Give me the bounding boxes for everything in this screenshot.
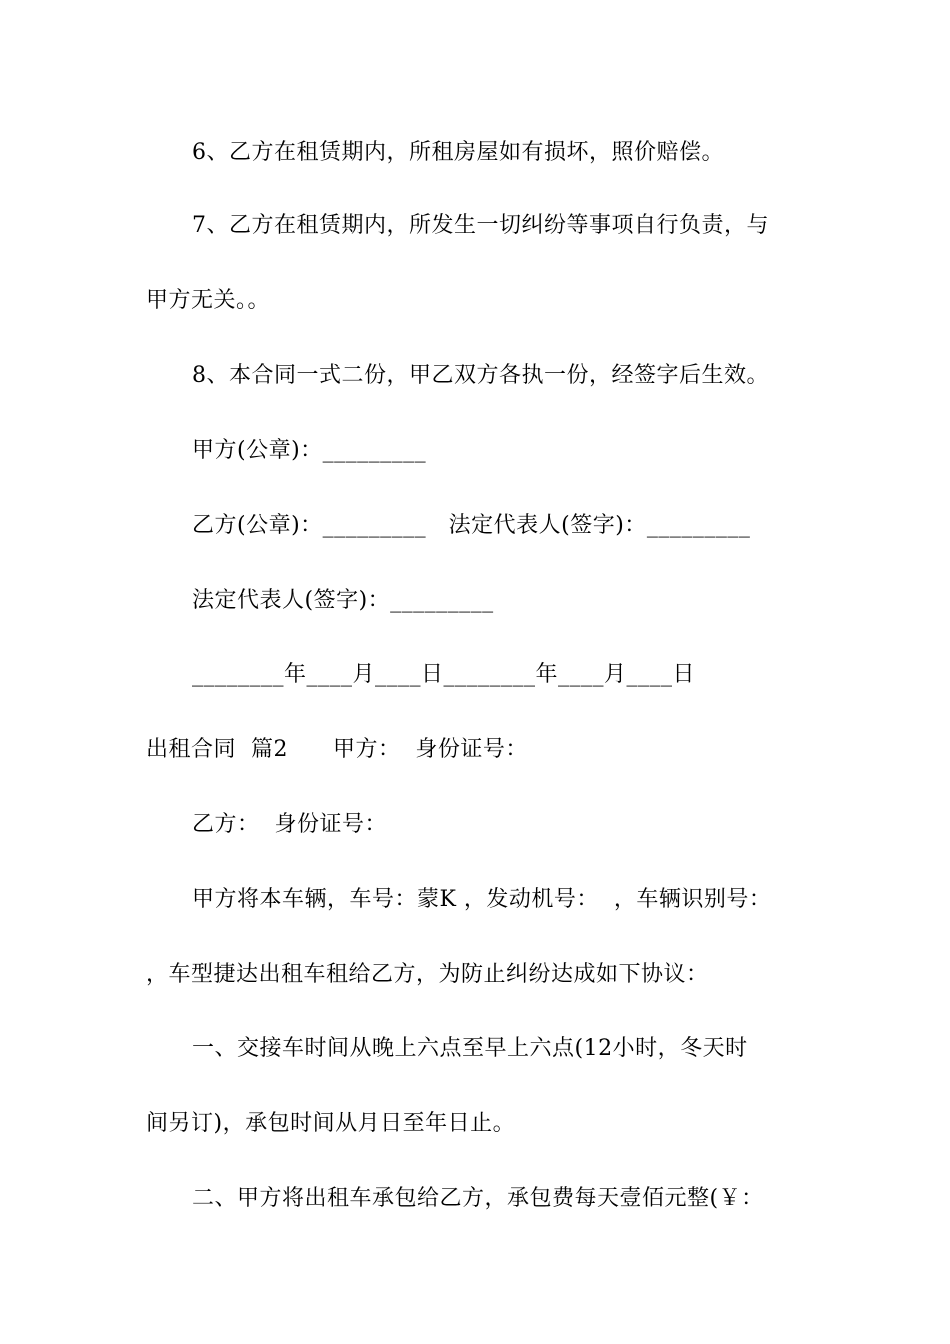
vehicle-info-line-2: ，车型捷达出租车租给乙方，为防止纠纷达成如下协议：: [146, 962, 709, 987]
clause-7-line-1: 7、乙方在租赁期内，所发生一切纠纷等事项自行负责，与: [192, 213, 769, 238]
clause-7-line-2: 甲方无关。。: [146, 288, 271, 313]
party-b-seal-and-representative-line: 乙方(公章)：_________ 法定代表人(签字)：_________: [192, 513, 751, 538]
clause-8: 8、本合同一式二份，甲乙双方各执一份，经签字后生效。: [192, 363, 769, 388]
date-line: ________年____月____日________年____月____日: [192, 662, 696, 687]
contract-2-heading: 出租合同 篇2 甲方： 身份证号：: [146, 737, 528, 762]
article-2-line-1: 二、甲方将出租车承包给乙方，承包费每天壹佰元整(￥：: [192, 1186, 764, 1211]
legal-representative-signature-line: 法定代表人(签字)：_________: [192, 588, 494, 613]
vehicle-info-line-1: 甲方将本车辆，车号：蒙K ，发动机号： ，车辆识别号：: [192, 887, 772, 912]
clause-6: 6、乙方在租赁期内，所租房屋如有损坏，照价赔偿。: [192, 140, 724, 165]
party-b-id-line: 乙方： 身份证号：: [192, 812, 387, 837]
party-a-seal-line: 甲方(公章)：_________: [192, 438, 427, 463]
article-1-line-2: 间另订)，承包时间从月日至年日止。: [146, 1111, 516, 1136]
article-1-line-1: 一、交接车时间从晚上六点至早上六点(12小时，冬天时: [192, 1036, 748, 1061]
